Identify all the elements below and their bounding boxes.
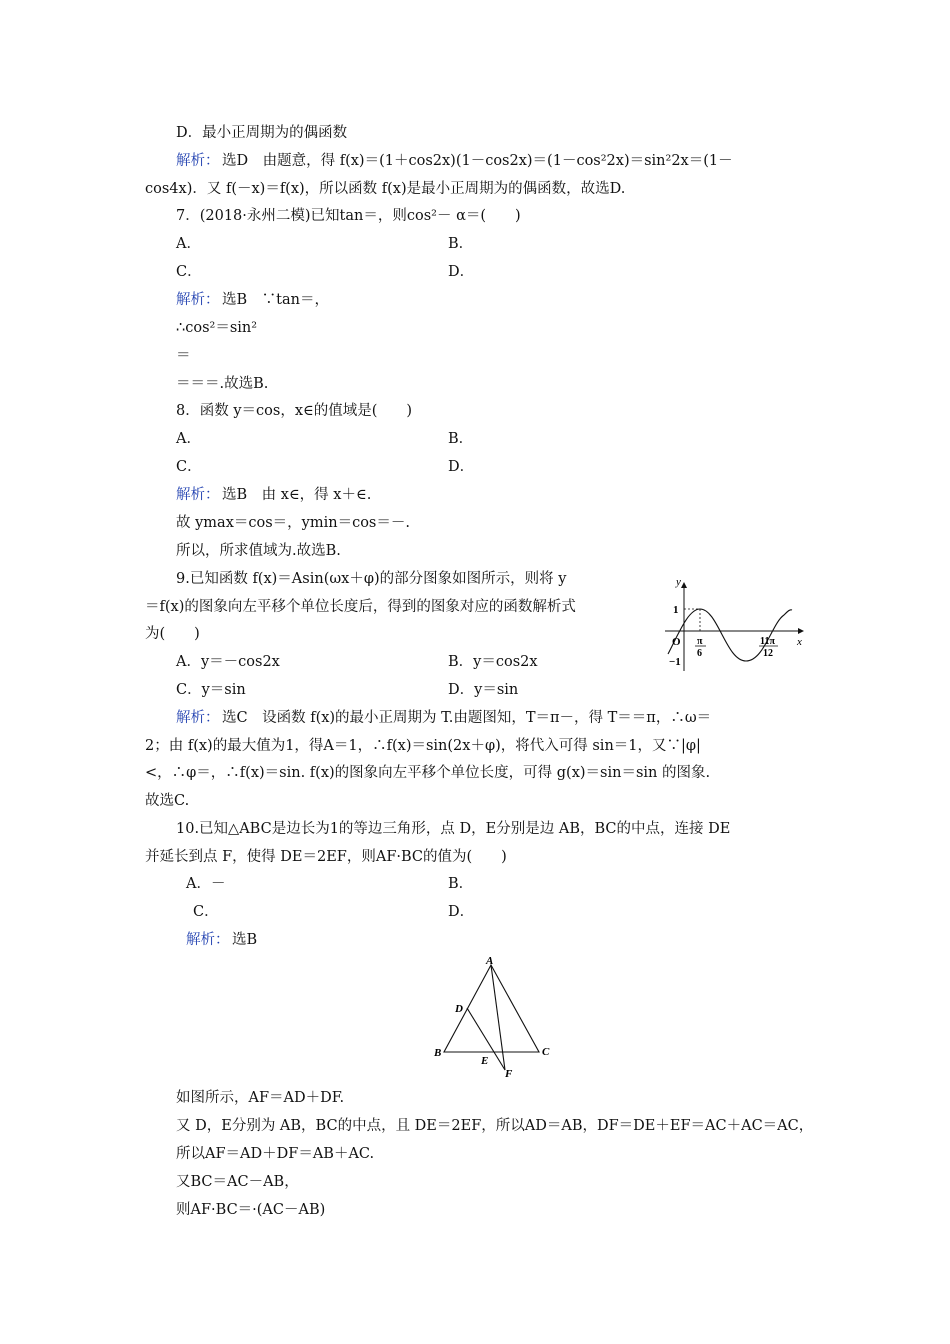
segment-af (491, 965, 505, 1070)
question-8: 8．函数 y＝cos，x∈的值域是( ) (176, 403, 413, 419)
option-b: B． (448, 236, 474, 252)
point-a-label: A (486, 955, 494, 967)
pi-over-6-num: π (697, 636, 703, 647)
option-a: A． (176, 431, 201, 447)
point-b-label: B (434, 1047, 442, 1059)
analysis-text: 选D 由题意，得 f(x)＝(1＋cos2x)(1－cos2x)＝(1－cos²2x)＝sin²2x＝(1－ (222, 153, 733, 169)
point-f-label: F (505, 1068, 513, 1080)
option-a: A．y＝－cos2x (176, 654, 280, 670)
analysis-text: 又BC＝AC－AB， (176, 1174, 299, 1190)
analysis-text: <，∴φ＝，∴f(x)＝sin. f(x)的图象向左平移个单位长度，可得 g(x)＝sin＝sin 的图象. (145, 765, 711, 781)
analysis-label: 解析： (176, 710, 220, 726)
analysis-text: 选C 设函数 f(x)的最小正周期为 T.由题图知，T＝π－，得 T＝＝π，∴ω＝ (222, 710, 712, 726)
option-d: D．y＝sin (448, 682, 519, 698)
y-one-label: 1 (673, 604, 679, 616)
option-b: B．y＝cos2x (448, 654, 538, 670)
analysis-text: 又 D，E分别为 AB，BC的中点，且 DE＝2EF，所以AD＝AB，DF＝DE＋EF＝AC＋AC＝AC， (176, 1118, 814, 1134)
option-d-text: D．最小正周期为的偶函数 (176, 125, 348, 141)
option-c: C． (193, 904, 219, 920)
analysis-text: 如图所示，AF＝AD＋DF. (176, 1090, 345, 1106)
option-a: A． (176, 236, 201, 252)
origin-label: O (672, 636, 681, 648)
question-10: 并延长到点 F，使得 DE＝2EF，则AF·BC的值为( ) (145, 849, 507, 865)
sine-curve (668, 609, 792, 661)
analysis-text: 选B (232, 932, 258, 948)
analysis-text: 故选C. (145, 793, 190, 809)
y-axis-label: y (676, 576, 681, 588)
question-9: 9.已知函数 f(x)＝Asin(ωx＋φ)的部分图象如图所示，则将 y (176, 571, 567, 587)
point-c-label: C (542, 1046, 550, 1058)
question-9: 为( ) (145, 626, 200, 642)
analysis-text: 所以AF＝AD＋DF＝AB＋AC. (176, 1146, 375, 1162)
option-c: C．y＝sin (176, 682, 246, 698)
pi-over-6-den: 6 (697, 648, 702, 659)
analysis-text: cos4x)．又 f(－x)＝f(x)，所以函数 f(x)是最小正周期为的偶函数，故选D. (145, 181, 626, 197)
question-7: 7．(2018·永州二模)已知tan＝，则cos²－ α＝( ) (176, 208, 521, 224)
analysis-text: 2；由 f(x)的最大值为1，得A＝1，∴f(x)＝sin(2x＋φ)，将代入可得 sin＝1，又∵|φ| (145, 738, 701, 754)
option-d: D． (448, 904, 475, 920)
analysis-label: 解析： (176, 292, 220, 308)
analysis-text: 所以，所求值域为.故选B. (176, 543, 341, 559)
option-c: C． (176, 459, 202, 475)
analysis-text: 选B 由 x∈，得 x＋∈. (222, 487, 372, 503)
analysis-text: ＝ (176, 348, 191, 364)
point-e-label: E (481, 1055, 489, 1067)
analysis-label: 解析： (186, 932, 230, 948)
eleven-pi-over-12-den: 12 (763, 648, 773, 659)
sine-graph-figure (660, 575, 810, 675)
analysis-label: 解析： (176, 153, 220, 169)
option-d: D． (448, 264, 475, 280)
x-axis-label: x (797, 636, 802, 648)
eleven-pi-over-12-num: 11π (760, 636, 775, 647)
analysis-text: 则AF·BC＝·(AC－AB) (176, 1202, 326, 1218)
option-b: B． (448, 876, 474, 892)
option-c: C． (176, 264, 202, 280)
triangle-figure (430, 955, 560, 1080)
analysis-text: 选B ∵tan＝， (222, 292, 329, 308)
analysis-text: ∴cos²＝sin² (176, 320, 258, 336)
analysis-text: 故 ymax＝cos＝，ymin＝cos＝－. (176, 515, 410, 531)
point-d-label: D (455, 1003, 463, 1015)
analysis-label: 解析： (176, 487, 220, 503)
analysis-text: ＝＝＝.故选B. (176, 376, 269, 392)
option-b: B． (448, 431, 474, 447)
option-a: A．－ (186, 876, 226, 892)
question-9: ＝f(x)的图象向左平移个单位长度后，得到的图象对应的函数解析式 (145, 599, 576, 615)
question-10: 10.已知△ABC是边长为1的等边三角形，点 D，E分别是边 AB，BC的中点，连接 DE (176, 821, 731, 837)
option-d: D． (448, 459, 475, 475)
y-neg-one-label: −1 (669, 656, 681, 668)
